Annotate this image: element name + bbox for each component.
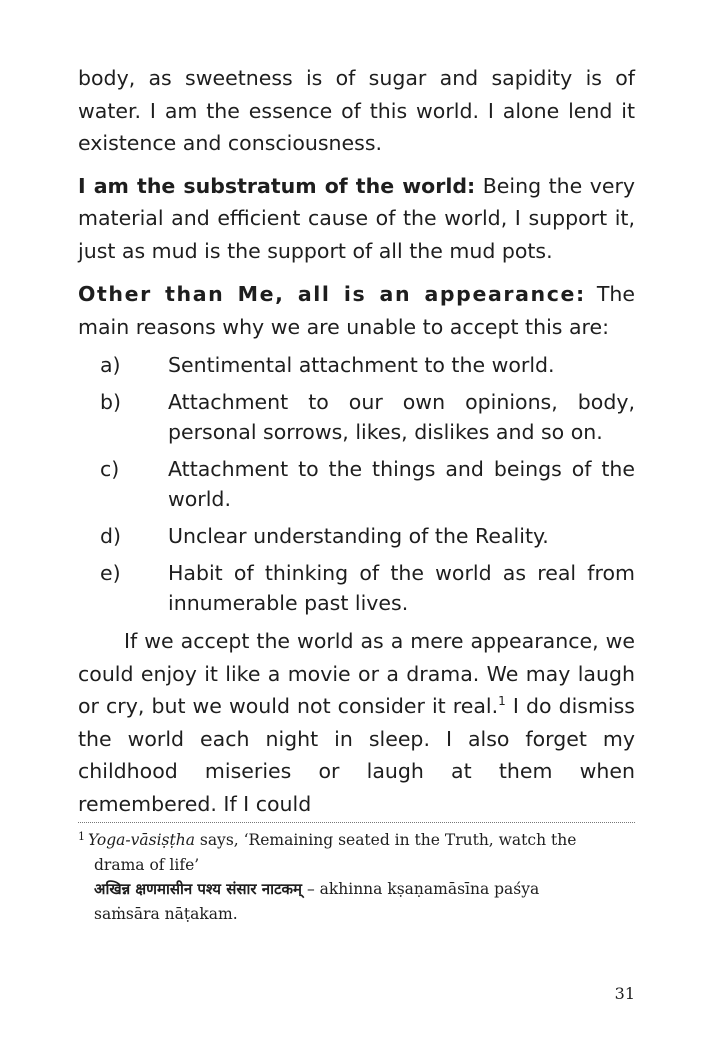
footnote-line-1: [88, 828, 635, 853]
paragraph-2: [78, 170, 635, 268]
paragraph-4: [78, 625, 635, 820]
footnote-number: 1: [78, 830, 85, 843]
paragraph-3-text: The main reasons why we are unable to accept this are:: [78, 282, 635, 339]
list-marker: a): [100, 353, 121, 377]
footnote: [78, 828, 635, 926]
list-marker: e): [100, 561, 121, 585]
list-item-text: Unclear understanding of the Reality.: [168, 524, 549, 548]
list-marker: b): [100, 390, 122, 414]
list-item: [78, 350, 635, 380]
list-item-text: Habit of thinking of the world as real from innumerable past lives.: [168, 561, 635, 615]
list-item-text: Attachment to our own opinions, body, personal sorrows, likes, dislikes and so on.: [168, 390, 635, 444]
footnote-translit: – akhinna kṣaṇamāsīna paśya: [302, 880, 540, 898]
page-number: 31: [614, 984, 635, 1003]
list-marker: d): [100, 524, 122, 548]
list-item: [78, 387, 635, 447]
list-item: [78, 454, 635, 514]
footnote-divider: [78, 822, 635, 823]
paragraph-1: body, as sweetness is of sugar and sapidity is of water. I am the essence of this world. I alone lend it existence and consciousness.: [78, 66, 635, 155]
page-content: [78, 62, 635, 926]
footnote-translit-2: saṁsāra nāṭakam.: [94, 904, 238, 923]
list-marker: c): [100, 457, 120, 481]
footnote-text-2: drama of life’: [94, 855, 200, 874]
footnote-line-3: [88, 877, 635, 902]
footnote-sanskrit: अखिन्न क्षणमासीन पश्य संसार नाटकम्: [94, 880, 303, 898]
footnote-title: Yoga-vāsiṣṭha: [88, 831, 195, 849]
list-item: [78, 521, 635, 551]
list-item-text: Attachment to the things and beings of the world.: [168, 457, 635, 511]
paragraph-3: [78, 278, 635, 343]
paragraph-3-heading: Other than Me, all is an appearance:: [78, 282, 586, 306]
paragraph-4-text-b: I do dismiss the world each night in sleep. I also forget my childhood miseries or laugh at them when remembered. If I could: [78, 694, 635, 816]
footnote-reference[interactable]: 1: [498, 694, 506, 709]
paragraph-2-heading: I am the substratum of the world:: [78, 173, 476, 198]
paragraph-4-text-a: If we accept the world as a mere appearance, we could enjoy it like a movie or a drama. We may laugh or cry, but we would not consider it real.: [78, 629, 635, 718]
list-item-text: Sentimental attachment to the world.: [168, 353, 555, 377]
footnote-text-1: says, ‘Remaining seated in the Truth, watch the: [194, 831, 577, 849]
paragraph-2-text: Being the very material and efficient cause of the world, I support it, just as mud is the support of all the mud pots.: [78, 173, 635, 263]
reasons-list: [78, 350, 635, 618]
list-item: [78, 558, 635, 618]
